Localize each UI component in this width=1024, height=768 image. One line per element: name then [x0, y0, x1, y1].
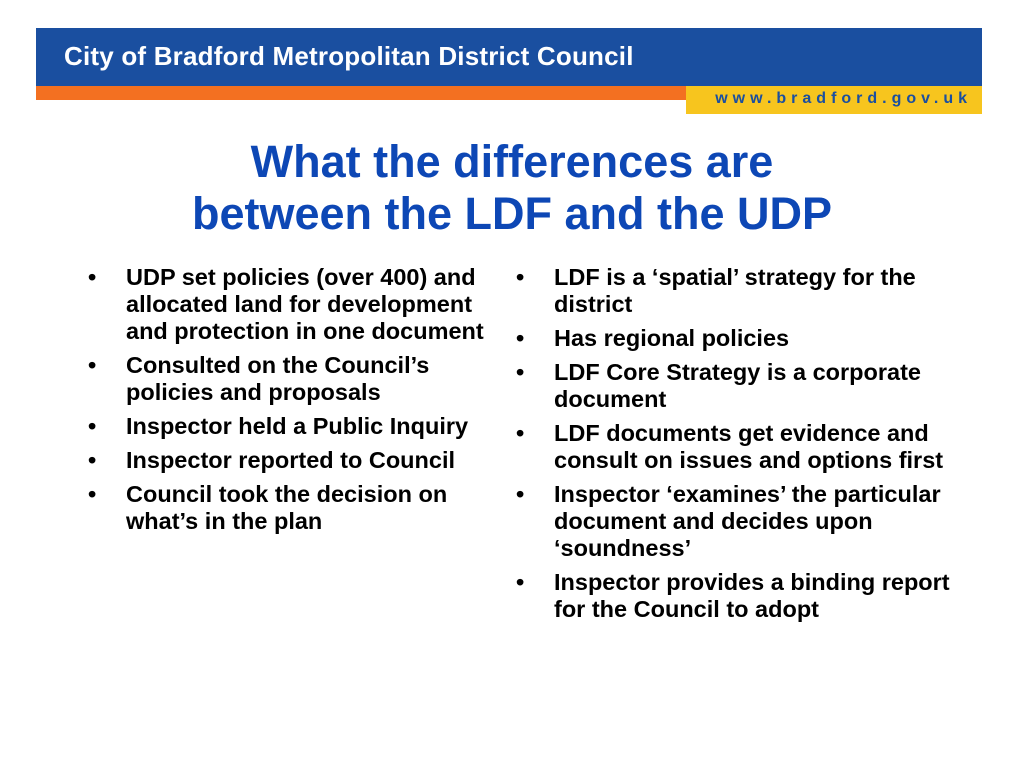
list-item-text: Inspector reported to Council	[126, 447, 456, 473]
slide-title-line-2: between the LDF and the UDP	[191, 188, 833, 239]
list-item-text: LDF Core Strategy is a corporate document	[554, 359, 921, 412]
udp-bullet-list	[88, 264, 500, 542]
ldf-bullet-list	[516, 264, 956, 630]
list-item	[516, 481, 956, 562]
list-item	[88, 481, 500, 535]
bullet-icon: •	[88, 481, 97, 507]
list-item-text: LDF is a ‘spatial’ strategy for the district	[554, 264, 916, 317]
list-item-text: Council took the decision on what’s in the plan	[126, 481, 448, 534]
council-name: City of Bradford Metropolitan District Council	[64, 41, 634, 71]
list-item	[88, 413, 500, 440]
list-item	[516, 359, 956, 413]
list-item-text: UDP set policies (over 400) and allocated land for development and protection in one document	[126, 264, 484, 344]
bullet-icon: •	[516, 420, 525, 446]
bullet-icon: •	[516, 359, 525, 385]
list-item-text: Inspector ‘examines’ the particular document and decides upon ‘soundness’	[554, 481, 941, 561]
list-item	[516, 420, 956, 474]
list-item-text: Inspector held a Public Inquiry	[126, 413, 469, 439]
list-item	[88, 352, 500, 406]
list-item-text: Has regional policies	[554, 325, 790, 351]
bullet-icon: •	[516, 481, 525, 507]
website-url-box	[686, 86, 982, 114]
list-item	[88, 447, 500, 474]
list-item-text: LDF documents get evidence and consult on issues and options first	[554, 420, 944, 473]
list-item-text: Consulted on the Council’s policies and proposals	[126, 352, 430, 405]
list-item	[516, 569, 956, 623]
list-item	[88, 264, 500, 345]
slide-title-line-1: What the differences are	[250, 136, 774, 187]
bullet-icon: •	[88, 264, 97, 290]
council-banner	[36, 28, 982, 86]
list-item-text: Inspector provides a binding report for the Council to adopt	[554, 569, 950, 622]
list-item	[516, 264, 956, 318]
website-url: www.bradford.gov.uk	[715, 90, 972, 107]
bullet-icon: •	[516, 325, 525, 351]
bullet-icon: •	[516, 264, 525, 290]
bullet-icon: •	[516, 569, 525, 595]
bullet-icon: •	[88, 352, 97, 378]
list-item	[516, 325, 956, 352]
bullet-icon: •	[88, 447, 97, 473]
bullet-icon: •	[88, 413, 97, 439]
slide-title	[100, 136, 924, 240]
